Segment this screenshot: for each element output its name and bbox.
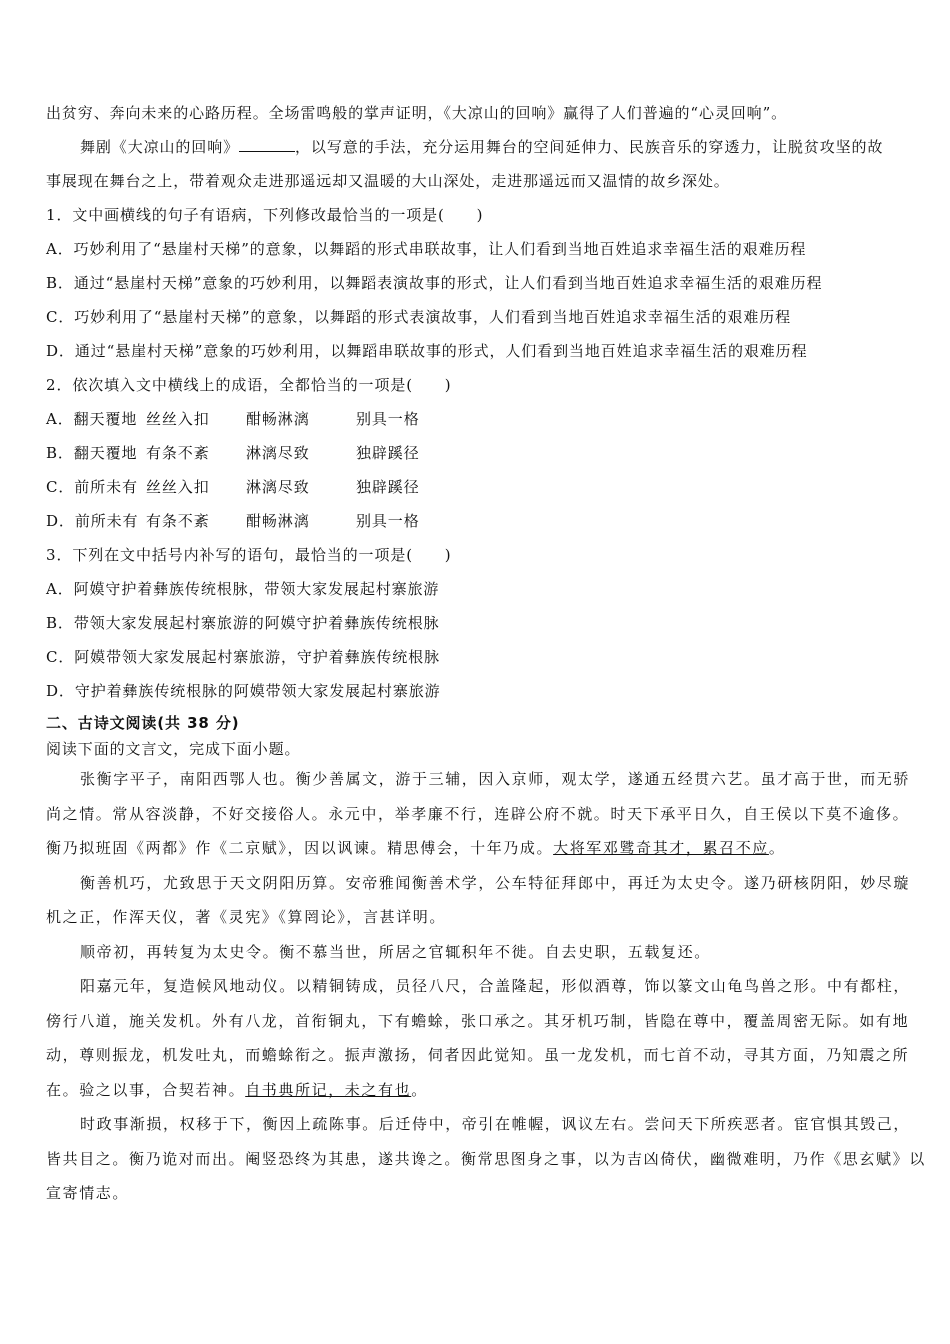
underlined-sentence-2: 自书典所记，未之有也 <box>245 1080 412 1099</box>
passage-p5-line-2: 皆共目之。衡乃诡对而出。阉竖恐终为其患，遂共谗之。衡常思图身之事，以为吉凶倚伏，幽微难明，乃作《思玄赋》以 <box>46 1149 926 1168</box>
question-1-stem: 1．文中画横线的句子有语病，下列修改最恰当的一项是( ) <box>46 206 484 224</box>
question-2-option-d <box>46 504 908 538</box>
option-label: B．翻天覆地 <box>46 444 138 462</box>
question-1-option-c: C．巧妙利用了“悬崖村天梯”的意象，以舞蹈的形式表演故事，人们看到当地百姓追求幸福生活的艰难历程 <box>46 308 792 326</box>
passage-text: 在。验之以事，合契若神。 <box>46 1080 246 1099</box>
document-page <box>46 96 926 1211</box>
passage-p3-line-1: 顺帝初，再转复为太史令。衡不慕当世，所居之官辄积年不徙。自去史职，五载复还。 <box>80 942 711 961</box>
passage-text: 衡乃拟班固《两都》作《二京赋》，因以讽谏。精思傅会，十年乃成。 <box>46 839 554 857</box>
intro-paragraph-2 <box>46 130 908 164</box>
fill-blank <box>239 137 295 152</box>
option-label: C．前所未有 <box>46 478 138 496</box>
question-3-option-c: C．阿嫫带领大家发展起村寨旅游，守护着彝族传统根脉 <box>46 648 440 666</box>
option-word-4: 独辟蹊径 <box>356 444 420 462</box>
option-word-2: 丝丝入扣 <box>146 478 210 496</box>
intro-line-3: 事展现在舞台之上，带着观众走进那遥远却又温暖的大山深处，走进那遥远而又温情的故乡深处。 <box>46 172 730 190</box>
option-label: A．翻天覆地 <box>46 410 138 428</box>
question-3-option-b: B．带领大家发展起村寨旅游的阿嫫守护着彝族传统根脉 <box>46 614 440 632</box>
passage-text: 。 <box>411 1080 428 1099</box>
option-word-2: 丝丝入扣 <box>146 410 210 428</box>
question-2-option-a <box>46 402 908 436</box>
intro-p2-start: 舞剧《大凉山的回响》 <box>80 138 240 156</box>
option-word-2: 有条不紊 <box>146 512 210 530</box>
option-word-3: 淋漓尽致 <box>246 478 310 496</box>
passage-p5-line-3: 宣寄情志。 <box>46 1184 130 1202</box>
passage-p1-line-1: 张衡字平子，南阳西鄂人也。衡少善属文，游于三辅，因入京师，观太学，遂通五经贯六艺。虽才高于世，而无骄 <box>80 770 911 788</box>
option-word-3: 酣畅淋漓 <box>246 512 310 530</box>
option-word-4: 独辟蹊径 <box>356 478 420 496</box>
question-3-stem: 3．下列在文中括号内补写的语句，最恰当的一项是( ) <box>46 546 452 564</box>
intro-line-1: 出贫穷、奔向未来的心路历程。全场雷鸣般的掌声证明，《大凉山的回响》赢得了人们普遍的“心灵回响”。 <box>46 104 788 122</box>
option-word-4: 别具一格 <box>356 410 420 428</box>
passage-p4-line-2: 傍行八道，施关发机。外有八龙，首衔铜丸，下有蟾蜍，张口承之。其牙机巧制，皆隐在尊中，覆盖周密无际。如有地 <box>46 1011 910 1030</box>
question-3-option-d: D．守护着彝族传统根脉的阿嫫带领大家发展起村寨旅游 <box>46 682 441 700</box>
passage-p2-line-2: 机之正，作浑天仪，著《灵宪》《算罔论》，言甚详明。 <box>46 908 447 926</box>
section-2-title: 二、古诗文阅读(共 38 分) <box>46 714 240 732</box>
passage-p4-line-3: 动，尊则振龙，机发吐丸，而蟾蜍衔之。振声激扬，伺者因此觉知。虽一龙发机，而七首不动，寻其方面，乃知震之所 <box>46 1046 910 1064</box>
option-word-3: 淋漓尽致 <box>246 444 310 462</box>
passage-p5-line-1: 时政事渐损，权移于下，衡因上疏陈事。后迁侍中，帝引在帷幄，讽议左右。尝问天下所疾恶者。宦官惧其毁己， <box>80 1115 911 1133</box>
option-label: D．前所未有 <box>46 512 139 530</box>
option-word-2: 有条不紊 <box>146 444 210 462</box>
intro-p2-rest: ，以写意的手法，充分运用舞台的空间延伸力、民族音乐的穿透力，让脱贫攻坚的故 <box>295 138 884 156</box>
question-2-option-b <box>46 436 908 470</box>
option-word-4: 别具一格 <box>356 512 420 530</box>
passage-p4-line-1: 阳嘉元年，复造候风地动仪。以精铜铸成，员径八尺，合盖隆起，形似酒尊，饰以篆文山龟鸟兽之形。中有都柱， <box>80 977 911 995</box>
question-1-option-d: D．通过“悬崖村天梯”意象的巧妙利用，以舞蹈串联故事的形式，人们看到当地百姓追求幸福生活的艰难历程 <box>46 342 808 360</box>
underlined-sentence-1: 大将军邓骘奇其才，累召不应 <box>553 839 769 857</box>
passage-text: 。 <box>768 839 786 857</box>
question-2-stem: 2．依次填入文中横线上的成语，全都恰当的一项是( ) <box>46 376 452 394</box>
passage-p2-line-1: 衡善机巧，尤致思于天文阴阳历算。安帝雅闻衡善术学，公车特征拜郎中，再迁为太史令。遂乃研核阴阳，妙尽璇 <box>80 873 911 892</box>
passage-p4-line-4 <box>46 1073 908 1108</box>
passage-p1-line-2: 尚之情。常从容淡静，不好交接俗人。永元中，举孝廉不行，连辟公府不就。时天下承平日久，自王侯以下莫不逾侈。 <box>46 804 910 823</box>
question-2-option-c <box>46 470 908 504</box>
question-1-option-b: B．通过“悬崖村天梯”意象的巧妙利用，以舞蹈表演故事的形式，让人们看到当地百姓追求幸福生活的艰难历程 <box>46 274 823 292</box>
question-1-option-a: A．巧妙利用了“悬崖村天梯”的意象，以舞蹈的形式串联故事，让人们看到当地百姓追求幸福生活的艰难历程 <box>46 240 807 258</box>
question-3-option-a: A．阿嫫守护着彝族传统根脉，带领大家发展起村寨旅游 <box>46 580 440 598</box>
option-word-3: 酣畅淋漓 <box>246 410 310 428</box>
passage-p1-line-3 <box>46 831 908 866</box>
section-2-instruction: 阅读下面的文言文，完成下面小题。 <box>46 740 301 758</box>
